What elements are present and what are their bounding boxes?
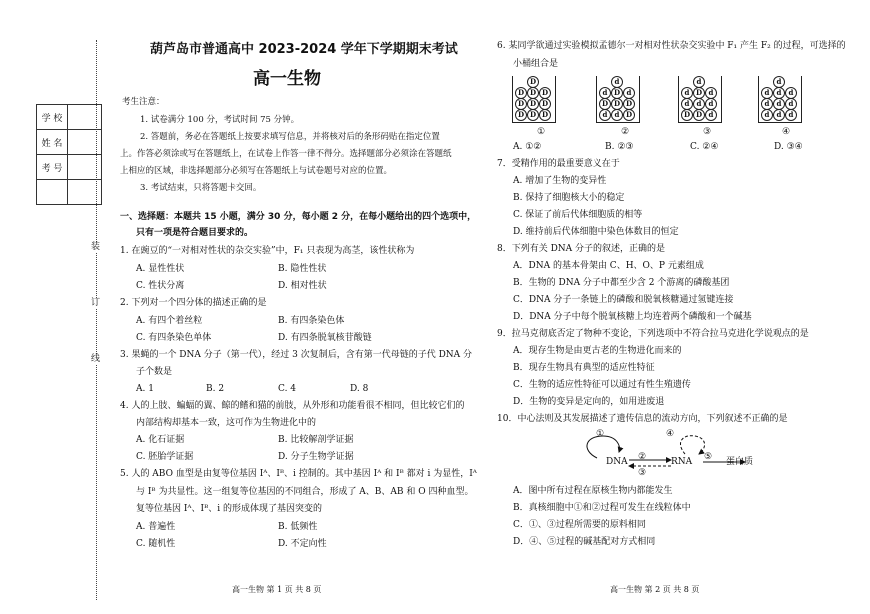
diagram-label-2: ② — [638, 452, 647, 462]
q6-ball: d — [693, 76, 705, 88]
q1-option-c[interactable]: C. 性状分离 — [136, 281, 185, 291]
diagram-dna: DNA — [606, 457, 628, 467]
q6-bucket-4 — [758, 76, 802, 123]
q6-ball: d — [623, 87, 635, 99]
q6-ball: d — [785, 98, 797, 110]
q4-stem-2: 内部结构却基本一致，这可作为生物进化中的 — [136, 418, 317, 428]
q6-bucket-label-3: ③ — [703, 127, 712, 137]
q3-option-a[interactable]: A. 1 — [136, 384, 154, 394]
q4-option-d[interactable]: D. 分子生物学证据 — [278, 452, 354, 462]
q4-option-c[interactable]: C. 胚胎学证据 — [136, 452, 194, 462]
q5-stem-3: 复等位基因 Iᴬ、Iᴮ、i 的形成体现了基因突变的 — [136, 504, 322, 514]
exam-no-field[interactable] — [68, 155, 102, 180]
school-label: 学 校 — [37, 105, 68, 130]
subject-title: 高一生物 — [253, 69, 321, 89]
q8-option-b[interactable]: B．生物的 DNA 分子中都至少含 2 个游离的磷酸基团 — [513, 278, 730, 288]
q9-option-b[interactable]: B．现存生物具有典型的适应性特征 — [513, 363, 655, 373]
q10-option-b[interactable]: B．真核细胞中①和②过程可发生在线粒体中 — [513, 503, 691, 513]
q1-stem: 1. 在豌豆的“一对相对性状的杂交实验”中，F₁ 只表现为高茎，该性状称为 — [120, 246, 415, 256]
q6-ball: D — [527, 76, 539, 88]
q6-ball: D — [539, 109, 551, 121]
rna-replication-arrow — [680, 436, 704, 454]
q6-ball: D — [693, 87, 705, 99]
binding-mark-xian: 线 — [91, 354, 101, 364]
q10-stem: 10．中心法则及其发展描述了遗传信息的流动方向，下列叙述不正确的是 — [497, 414, 788, 424]
q6-stem-1: 6. 某同学欲通过实验模拟孟德尔一对相对性状杂交实验中 F₁ 产生 F₂ 的过程，可选择的 — [497, 41, 846, 51]
exam-title: 葫芦岛市普通高中 2023-2024 学年下学期期末考试 — [150, 42, 458, 57]
q6-ball: d — [785, 87, 797, 99]
q6-ball: d — [705, 109, 717, 121]
q9-stem: 9．拉马克彻底否定了物种不变论，下列选项中不符合拉马克进化学说观点的是 — [497, 329, 809, 339]
q6-ball: d — [773, 98, 785, 110]
q9-option-d[interactable]: D．生物的变异是定向的，如用进废退 — [513, 397, 665, 407]
q6-ball: d — [681, 87, 693, 99]
q7-option-a[interactable]: A. 增加了生物的变异性 — [513, 176, 607, 186]
notice-item-2b: 上。作答必须涂或写在答题纸上，在试卷上作答一律不得分。选择题部分必须涂在答题纸 — [120, 149, 452, 159]
q6-ball: D — [515, 109, 527, 121]
q5-stem-1: 5. 人的 ABO 血型是由复等位基因 Iᴬ、Iᴮ、i 控制的。其中基因 Iᴬ 和 Iᴮ 都对 i 为显性，Iᴬ — [120, 469, 477, 479]
q7-option-d[interactable]: D. 维持前后代体细胞中染色体数目的恒定 — [513, 227, 679, 237]
q6-bucket-label-2: ② — [621, 127, 630, 137]
footer-right: 高一生物 第 2 页 共 8 页 — [610, 585, 700, 594]
q6-ball: D — [623, 98, 635, 110]
q6-ball: d — [705, 87, 717, 99]
q9-option-c[interactable]: C．生物的适应性特征可以通过有性生殖遗传 — [513, 380, 691, 390]
student-info-table — [36, 104, 102, 205]
diagram-rna: RNA — [671, 457, 693, 467]
section1-line2: 只有一项是符合题目要求的。 — [136, 228, 254, 238]
q6-ball: d — [611, 109, 623, 121]
q6-stem-2: 小桶组合是 — [513, 59, 559, 69]
q8-stem: 8．下列有关 DNA 分子的叙述，正确的是 — [497, 244, 666, 254]
q6-bucket-3 — [678, 76, 722, 123]
q5-option-a[interactable]: A. 普遍性 — [136, 522, 176, 532]
central-dogma-diagram — [575, 428, 775, 482]
footer-left: 高一生物 第 1 页 共 8 页 — [232, 585, 322, 594]
q8-option-c[interactable]: C．DNA 分子一条链上的磷酸和脱氧核糖通过氢键连接 — [513, 295, 734, 305]
q6-bucket-label-4: ④ — [782, 127, 791, 137]
q5-option-c[interactable]: C. 随机性 — [136, 539, 176, 549]
q6-ball: d — [599, 109, 611, 121]
q2-option-a[interactable]: A. 有四个着丝粒 — [136, 316, 203, 326]
q3-option-c[interactable]: C. 4 — [278, 384, 297, 394]
q6-ball: D — [515, 87, 527, 99]
q4-option-b[interactable]: B. 比较解剖学证据 — [278, 435, 354, 445]
q6-ball: D — [515, 98, 527, 110]
q6-ball: d — [773, 87, 785, 99]
notice-item-1: 1. 试卷满分 100 分，考试时间 75 分钟。 — [140, 115, 300, 125]
notice-heading: 考生注意： — [122, 97, 165, 107]
q4-stem-1: 4. 人的上肢、蝙蝠的翼、鲸的鳍和猫的前肢，从外形和功能看很不相同，但比较它们的 — [120, 401, 465, 411]
q6-ball: D — [611, 98, 623, 110]
q6-ball: d — [761, 109, 773, 121]
q6-ball: D — [527, 109, 539, 121]
q3-stem-2: 子个数是 — [136, 367, 173, 377]
q2-option-c[interactable]: C. 有四条染色单体 — [136, 333, 212, 343]
q2-option-b[interactable]: B. 有四条染色体 — [278, 316, 345, 326]
name-label: 姓 名 — [37, 130, 68, 155]
q6-option-b[interactable]: B. ②③ — [605, 142, 634, 152]
q2-option-d[interactable]: D. 有四条脱氧核苷酸链 — [278, 333, 372, 343]
binding-mark-ding: 订 — [91, 298, 101, 308]
q7-option-b[interactable]: B. 保持了细胞核大小的稳定 — [513, 193, 625, 203]
q6-option-c[interactable]: C. ②④ — [690, 142, 719, 152]
q5-option-d[interactable]: D. 不定向性 — [278, 539, 327, 549]
q6-ball: D — [693, 109, 705, 121]
q6-option-a[interactable]: A. ①② — [513, 142, 542, 152]
q6-ball: d — [773, 76, 785, 88]
diagram-label-5: ⑤ — [704, 452, 713, 462]
q7-stem: 7．受精作用的最重要意义在于 — [497, 159, 620, 169]
diagram-protein: 蛋白质 — [726, 457, 754, 467]
exam-no-label: 考 号 — [37, 155, 68, 180]
q3-stem-1: 3. 果蝇的一个 DNA 分子（第一代），经过 3 次复制后，含有第一代母链的子代 DNA 分 — [120, 350, 473, 360]
q6-option-d[interactable]: D. ③④ — [774, 142, 803, 152]
q6-bucket-2 — [596, 76, 640, 123]
q5-option-b[interactable]: B. 低频性 — [278, 522, 318, 532]
q8-option-a[interactable]: A．DNA 的基本骨架由 C、H、O、P 元素组成 — [513, 261, 704, 271]
name-field[interactable] — [68, 130, 102, 155]
q6-ball: D — [611, 87, 623, 99]
q6-ball: d — [773, 109, 785, 121]
notice-item-2c: 上相应的区域，非选择题部分必须写在答题纸上与试卷题号对应的位置。 — [120, 166, 393, 176]
q6-ball: d — [693, 98, 705, 110]
q6-ball: d — [681, 98, 693, 110]
q10-option-d[interactable]: D．④、⑤过程的碱基配对方式相同 — [513, 537, 656, 547]
q1-option-a[interactable]: A. 显性性状 — [136, 264, 185, 274]
q9-option-a[interactable]: A．现存生物是由更古老的生物进化而来的 — [513, 346, 682, 356]
binding-mark-zhuang: 装 — [91, 242, 101, 252]
diagram-label-1: ① — [596, 429, 605, 439]
school-field[interactable] — [68, 105, 102, 130]
q6-ball: D — [623, 109, 635, 121]
q6-ball: d — [761, 87, 773, 99]
q6-ball: D — [599, 98, 611, 110]
q6-ball: d — [599, 87, 611, 99]
diagram-label-3: ③ — [638, 468, 647, 478]
q6-ball: d — [611, 76, 623, 88]
q4-option-a[interactable]: A. 化石证据 — [136, 435, 185, 445]
q6-bucket-label-1: ① — [537, 127, 546, 137]
q1-option-b[interactable]: B. 隐性性状 — [278, 264, 327, 274]
q6-ball: D — [527, 98, 539, 110]
q6-ball: D — [539, 98, 551, 110]
q10-option-c[interactable]: C．①、③过程所需要的原料相同 — [513, 520, 646, 530]
q6-ball: d — [785, 109, 797, 121]
q6-ball: D — [539, 87, 551, 99]
q3-option-b[interactable]: B. 2 — [206, 384, 225, 394]
q3-option-d[interactable]: D. 8 — [350, 384, 369, 394]
q5-stem-2: 与 Iᴮ 为共显性。这一组复等位基因的不同组合，形成了 A、B、AB 和 O 四种血型。 — [136, 487, 474, 497]
diagram-label-4: ④ — [666, 429, 675, 439]
q6-bucket-1 — [512, 76, 556, 123]
notice-item-3: 3. 考试结束，只将答题卡交回。 — [140, 183, 262, 193]
q10-option-a[interactable]: A．图中所有过程在原核生物内都能发生 — [513, 486, 673, 496]
q6-ball: d — [705, 98, 717, 110]
q6-ball: d — [761, 98, 773, 110]
q8-option-d[interactable]: D．DNA 分子中每个脱氧核糖上均连着两个磷酸和一个碱基 — [513, 312, 752, 322]
q6-ball: D — [527, 87, 539, 99]
q6-ball: D — [681, 109, 693, 121]
q1-option-d[interactable]: D. 相对性状 — [278, 281, 327, 291]
q7-option-c[interactable]: C. 保证了前后代体细胞质的相等 — [513, 210, 643, 220]
notice-item-2: 2. 答题前，务必在答题纸上按要求填写信息，并将核对后的条形码贴在指定位置 — [140, 132, 440, 142]
q2-stem: 2. 下列对一个四分体的描述正确的是 — [120, 298, 267, 308]
section1-line1: 一、选择题：本题共 15 小题，满分 30 分，每小题 2 分，在每小题给出的四个选项中， — [120, 212, 477, 222]
